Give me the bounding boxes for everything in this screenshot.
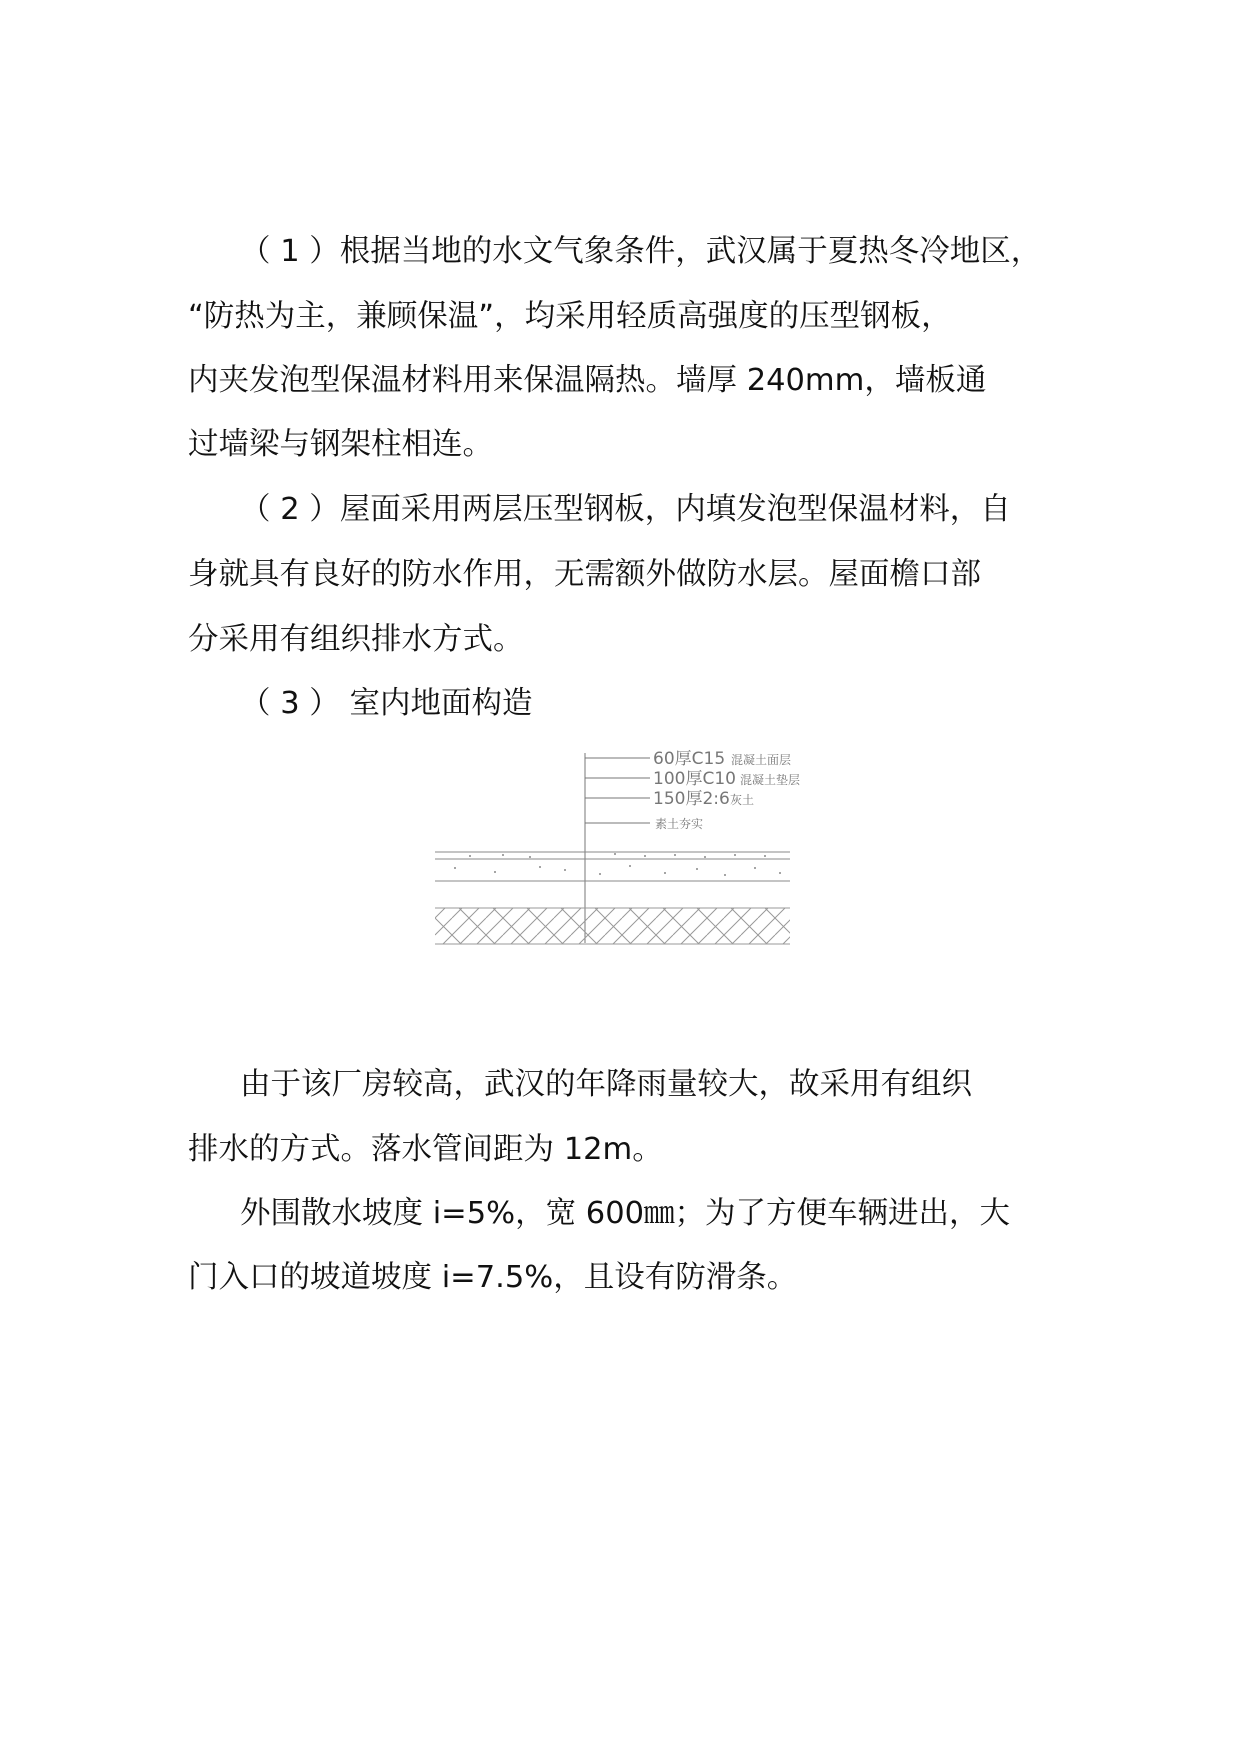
paragraph-4-line-2: 排水的方式。落水管间距为 12m。: [188, 1132, 663, 1167]
layer-label-3-material: 灰土: [730, 793, 755, 807]
paragraph-1-line-3: 内夹发泡型保温材料用来保温隔热。墙厚 240mm，墙板通: [188, 363, 987, 398]
floor-construction-diagram: [435, 748, 805, 958]
paragraph-4-line-1: 由于该厂房较高，武汉的年降雨量较大，故采用有组织: [240, 1067, 972, 1102]
layer-label-4-material: 素土夯实: [655, 817, 704, 831]
paragraph-5-line-1: 外围散水坡度 i=5%，宽 600㎜；为了方便车辆进出，大: [240, 1196, 1011, 1231]
paragraph-2-line-3: 分采用有组织排水方式。: [188, 622, 524, 657]
layer-label-3-thickness: 150厚2:6: [653, 789, 730, 809]
paragraph-1-line-4: 过墙梁与钢架柱相连。: [188, 427, 493, 462]
paragraph-2-line-1: （ 2 ）屋面采用两层压型钢板，内填发泡型保温材料，自: [240, 492, 1011, 527]
layer-label-2-thickness: 100厚C10: [653, 769, 736, 789]
paragraph-1-line-1: （ 1 ）根据当地的水文气象条件，武汉属于夏热冬冷地区，: [240, 234, 1042, 269]
layer-label-1-thickness: 60厚C15: [653, 749, 726, 769]
compacted-soil-hatch: [435, 908, 790, 944]
layer-label-1-material: 混凝土面层: [731, 753, 792, 767]
aggregate-dots: [454, 853, 781, 876]
paragraph-3-heading: （ 3 ） 室内地面构造: [240, 686, 533, 721]
paragraph-1-line-2: “防热为主，兼顾保温”，均采用轻质高强度的压型钢板，: [188, 299, 952, 334]
layer-label-2-material: 混凝土垫层: [740, 773, 801, 787]
paragraph-5-line-2: 门入口的坡道坡度 i=7.5%，且设有防滑条。: [188, 1260, 798, 1295]
paragraph-2-line-2: 身就具有良好的防水作用，无需额外做防水层。屋面檐口部: [188, 557, 981, 592]
